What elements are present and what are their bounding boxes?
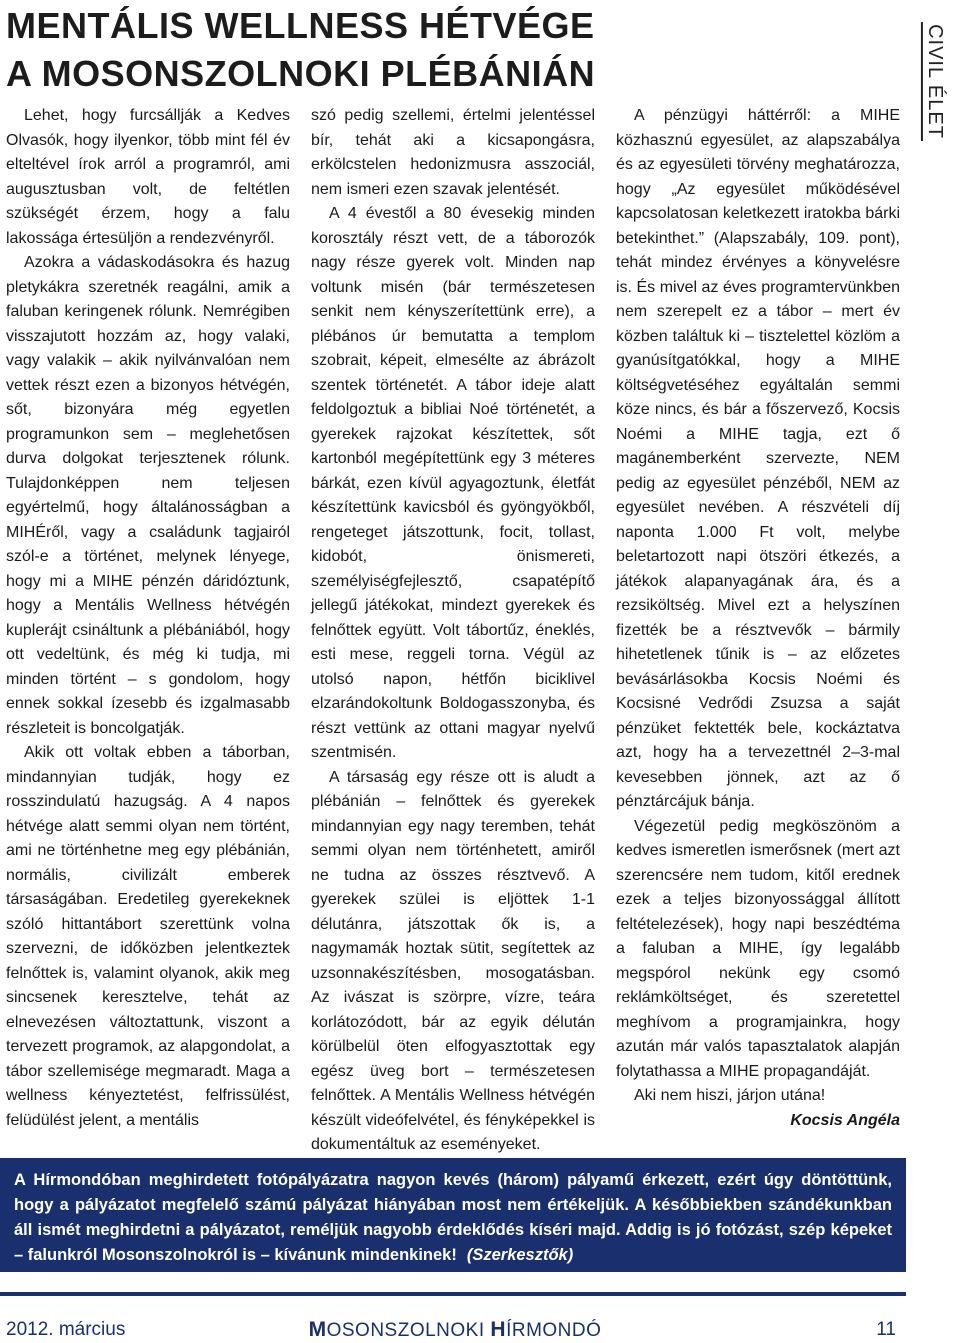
author-signature: Kocsis Angéla <box>790 1111 900 1129</box>
page-number: 11 <box>876 1319 896 1340</box>
article-title <box>6 2 886 98</box>
title-line-2: A MOSONSZOLNOKI PLÉBÁNIÁN <box>6 53 596 94</box>
masthead-part-2: ÍRMONDÓ <box>506 1320 602 1341</box>
paragraph: Azokra a vádaskodásokra és hazug pletykákra szeretnék reagálni, amik a faluban keringenek rólunk. Nemrégiben visszajutott hozzám az, hogy valaki, vagy valakik – akik nyilvánvalóan nem vettek részt ezen a bizonyos hétvégén, sőt, bizonyára még egyetlen programunkon sem – meglehetősen durva dolgokat terjesztenek rólunk. Tulajdonképpen nem teljesen egyértelmű, hogy általánosságban a MIHÉről, vagy a családunk tagjairól szól-e a történet, melynek lényege, hogy mi a MIHE pénzén dáridóztunk, hogy a Mentális Wellness hétvégén kuplerájt csináltunk a plébániából, hogy ott vedeltünk, és még ki tudja, mi minden történt – s gondolom, hogy ennek sokkal ízesebb és izgalmasabb részleteit is boncolgatják. <box>6 254 290 737</box>
footer-divider <box>0 1292 906 1296</box>
editorial-notice-box <box>0 1158 906 1272</box>
masthead-initial-h: H <box>490 1318 507 1341</box>
article-column-3 <box>616 104 900 1134</box>
notice-text: A Hírmondóban meghirdetett fotópályázatra nagyon kevés (három) pályamű érkezett, ezért úgy döntöttünk, hogy a pályázatot megfelelő számú pályázat hiányában most nem értékeljük. A későbbiekben szándékunkban áll ismét meghirdetni a pályázatot, reméljük nagyobb érdeklődés kíséri majd. Addig is jó fotózást, szép képeket – falunkról Mosonszolnokról is – kívánunk mindenkinek! <box>14 1171 892 1264</box>
paragraph: Lehet, hogy furcsállják a Kedves Olvasók, hogy ilyenkor, több mint fél év elteltével írok arról a programról, ami augusztusban volt, de feltétlen szükségét érzem, hogy a falu lakossága értesüljön a rendezvényről. <box>6 107 290 247</box>
masthead-part-1: OSONSZOLNOKI <box>326 1320 491 1341</box>
title-line-1: MENTÁLIS WELLNESS HÉTVÉGE <box>6 5 595 46</box>
masthead <box>290 1318 620 1343</box>
section-label-text: CIVIL ÉLET <box>921 22 946 141</box>
article-column-1 <box>6 104 290 1134</box>
paragraph: szó pedig szellemi, értelmi jelentéssel bír, tehát aki a kicsapongásra, erkölcstelen hedonizmusra asszociál, nem ismeri ezen szavak jelentését. <box>311 107 595 198</box>
paragraph: A társaság egy része ott is aludt a plébánián – felnőttek és gyerekek mindannyian egy nagy teremben, tehát semmi olyan nem történhetett, amiről ne tudna az összes résztvevő. A gyerekek szülei is eljöttek 1-1 délutánra, játszottak ők is, a nagymamák hoztak sütit, segítettek az uzsonnakészítésben, mosogatásban. Az ivászat is szörpre, vízre, teára korlátozódott, bár az egyik délután körülbelül öten elfogyasztottak egy egész üveg bort – természetesen felnőttek. A Mentális Wellness hétvégén készült videófelvétel, és fényképekkel is dokumentáltuk az eseményeket. <box>311 768 595 1153</box>
page-footer <box>0 1318 906 1342</box>
paragraph: Aki nem hiszi, járjon utána! <box>634 1087 826 1104</box>
paragraph: Végezetül pedig megköszönöm a kedves ismeretlen ismerősnek (mert azt szerencsére nem tudom, kitől erednek ezek a teljes bizonyossággal állított feltételezések), hogy napi beszédtéma a faluban a MIHE, így legalább megspórol nekünk egy csomó reklámköltséget, és szeretettel meghívom a programjainkra, hogy azután már valós tapasztalatok alapján folytathassa a MIHE propagandáját. <box>616 817 900 1080</box>
issue-date: 2012. március <box>6 1319 126 1340</box>
article-column-2 <box>311 104 595 1153</box>
paragraph: Akik ott voltak ebben a táborban, mindannyian tudják, hogy ez rosszindulatú hazugság. A 4 napos hétvége alatt semmi olyan nem történt, ami ne történhetne meg egy plébánián, normális, civilizált emberek társaságában. Eredetileg gyerekeknek szóló hittantábort szerettünk volna szervezni, de időközben jelentkeztek felnőttek is, valamint olyanok, akik meg sincsenek keresztelve, tehát az elnevezésen változtattunk, viszont a tervezett programok, az alapgondolat, a tábor szellemisége megmaradt. Maga a wellness kényeztetést, felfrissülést, felüdülést jelent, a mentális <box>6 744 290 1129</box>
masthead-initial-m: M <box>308 1318 327 1341</box>
paragraph: A 4 évestől a 80 évesekig minden korosztály részt vett, de a táborozók nagy része gyerek volt. Minden nap voltunk misén (bár természetesen senkit nem kényszerítettünk erre), a plébános úr bemutatta a templom szobrait, képeit, elmesélte az ábrázolt szentek történetét. A tábor ideje alatt feldolgoztuk a bibliai Noé történetét, a gyerekek rajzokat készítettek, sőt kartonból megépítettünk egy 3 méteres bárkát, ezen kívül agyagoztunk, életfát készítettünk kavicsból és gyöngyökből, rengeteget játszottunk, focit, tollast, kidobót, önismereti, személyiségfejlesztő, csapatépítő jellegű játékokat, mindezt gyerekek és felnőttek együtt. Volt tábortűz, éneklés, esti mese, reggeli torna. Végül az utolsó napon, hétfőn biciklivel elzarándokoltunk Boldogasszonyba, és részt vettünk az ottani magyar nyelvű szentmisén. <box>311 205 595 761</box>
notice-signature: (Szerkesztők) <box>466 1246 574 1264</box>
section-label <box>918 6 948 156</box>
paragraph: A pénzügyi háttérről: a MIHE közhasznú egyesület, az alapszabálya és az egyesületi törvény meghatározza, hogy „Az egyesület működésével kapcsolatosan keletkezett iratokba bárki betekinthet.” (Alapszabály, 109. pont), tehát mindez érvényes a könyvelésre is. És mivel az éves programtervünkben nem szerepelt ez a tábor – mert év közben találtuk ki – tisztelettel közlöm a gyanúsítgatókkal, hogy a MIHE költségvetéséhez egyáltalán semmi köze nincs, és bár a főszervező, Kocsis Noémi a MIHE tagja, ezt ő magánemberként szervezte, NEM pedig az egyesület pénzéből, NEM az egyesület nevében. A részvételi díj naponta 1.000 Ft volt, melybe beletartozott napi ötszöri étkezés, a játékok alapanyagának ára, és a rezsiköltség. Mivel ezt a helyszínen fizették be a résztvevők – bármily hihetetlenek tűnik is – az előzetes bevásárlásokba Kocsis Noémi és Kocsisné Vedrődi Zsuzsa a saját pénzüket fektették bele, kockáztatva azt, hogy ha a tervezettnél 2–3-mal kevesebben jönnek, azt az ő pénztárcájuk bánja. <box>616 107 900 810</box>
